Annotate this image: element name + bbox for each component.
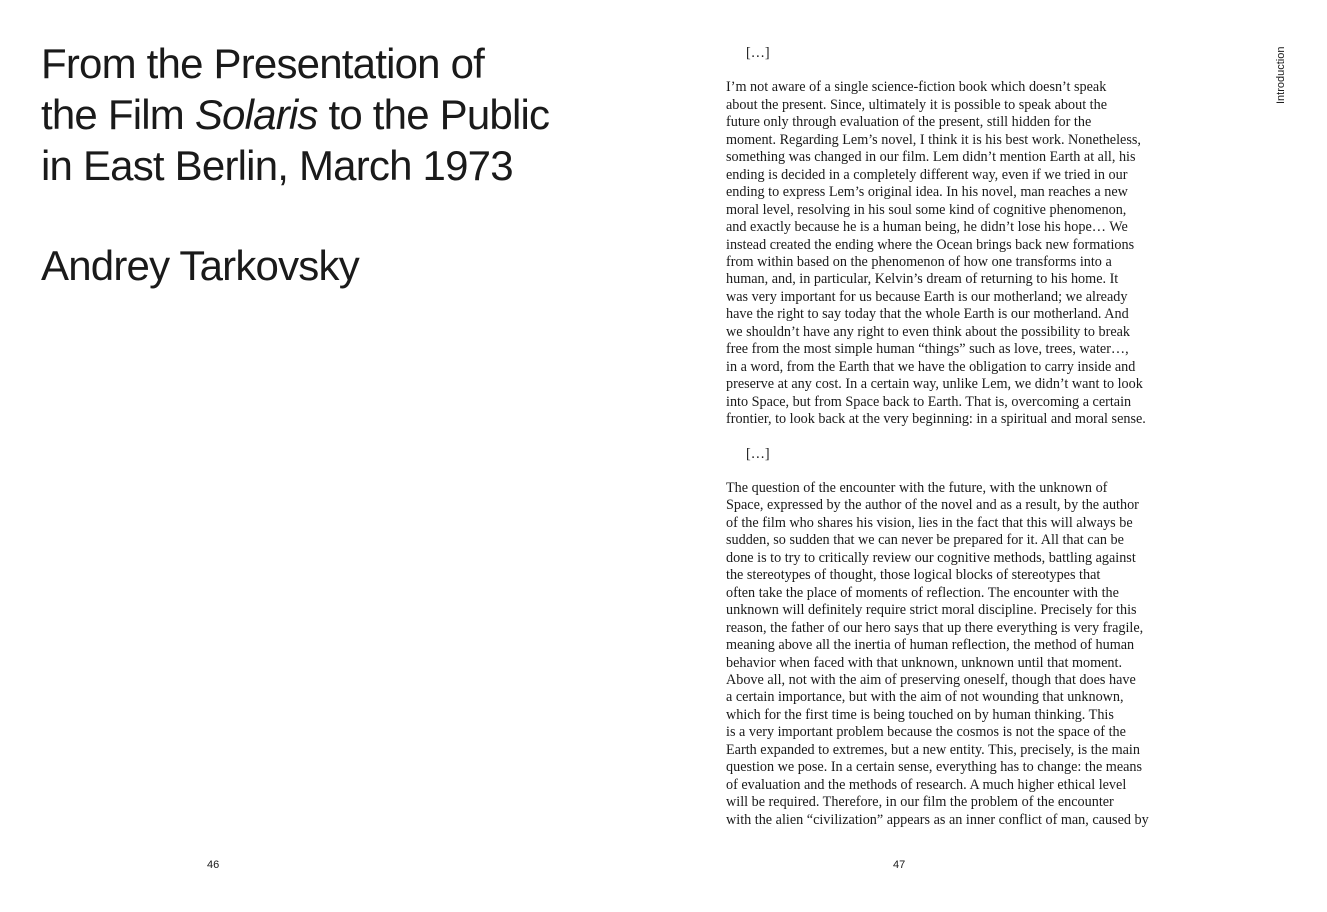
title-line-1: From the Presentation of bbox=[41, 40, 485, 87]
ellipsis-marker: […] bbox=[746, 445, 770, 462]
text-line: meaning above all the inertia of human reflection, the method of human bbox=[726, 637, 1135, 654]
text-line: moment. Regarding Lem’s novel, I think it is his best work. Nonetheless, bbox=[726, 131, 1141, 148]
text-line: Space, expressed by the author of the novel and as a result, by the author bbox=[726, 497, 1139, 514]
text-line: a certain importance, but with the aim of not wounding that unknown, bbox=[726, 689, 1124, 706]
text-line: something was changed in our film. Lem didn’t mention Earth at all, his bbox=[726, 149, 1136, 166]
text-line: was very important for us because Earth is our motherland; we already bbox=[726, 288, 1128, 305]
text-line: about the present. Since, ultimately it is possible to speak about the bbox=[726, 96, 1108, 113]
text-line: reason, the father of our hero says that up there everything is very fragile, bbox=[726, 619, 1144, 636]
text-line: often take the place of moments of reflection. The encounter with the bbox=[726, 584, 1119, 601]
text-line: unknown will definitely require strict moral discipline. Precisely for this bbox=[726, 602, 1137, 619]
text-line: ending is decided in a completely different way, even if we tried in our bbox=[726, 166, 1128, 183]
text-line: human, and, in particular, Kelvin’s dream of returning to his home. It bbox=[726, 271, 1119, 288]
text-line: from within based on the phenomenon of how one transforms into a bbox=[726, 253, 1112, 270]
page-number-right: 47 bbox=[893, 859, 906, 871]
text-line: with the alien “civilization” appears as an inner conflict of man, caused by bbox=[726, 811, 1149, 828]
text-line: into Space, but from Space back to Earth. That is, overcoming a certain bbox=[726, 393, 1132, 410]
text-line: Above all, not with the aim of preserving oneself, though that does have bbox=[726, 671, 1136, 688]
text-line: The question of the encounter with the future, with the unknown of bbox=[726, 479, 1108, 496]
text-line: done is to try to critically review our cognitive methods, battling against bbox=[726, 549, 1136, 566]
paragraph-2 bbox=[726, 480, 1196, 829]
page-number-left: 46 bbox=[207, 859, 220, 871]
text-line: behavior when faced with that unknown, unknown until that moment. bbox=[726, 654, 1122, 671]
title-line-2 bbox=[41, 89, 681, 140]
text-line: question we pose. In a certain sense, everything has to change: the means bbox=[726, 759, 1143, 776]
title-line-2-start: the Film bbox=[41, 91, 195, 138]
text-line: ending to express Lem’s original idea. In his novel, man reaches a new bbox=[726, 184, 1128, 201]
running-head: Introduction bbox=[1275, 46, 1287, 104]
text-line: I’m not aware of a single science-fiction book which doesn’t speak bbox=[726, 79, 1107, 96]
text-line: free from the most simple human “things” such as love, trees, water…, bbox=[726, 341, 1129, 358]
text-line: which for the first time is being touched on by human thinking. This bbox=[726, 706, 1114, 723]
text-line: of evaluation and the methods of research. A much higher ethical level bbox=[726, 776, 1127, 793]
text-line: future only through evaluation of the present, still hidden for the bbox=[726, 114, 1092, 131]
text-line: in a word, from the Earth that we have the obligation to carry inside and bbox=[726, 358, 1136, 375]
title-film-name: Solaris bbox=[194, 91, 318, 138]
body-text bbox=[726, 45, 1196, 846]
author-name: Andrey Tarkovsky bbox=[41, 242, 359, 289]
paragraph-1 bbox=[726, 79, 1196, 428]
text-line: moral level, resolving in his soul some kind of cognitive phenomenon, bbox=[726, 201, 1127, 218]
text-line: we shouldn’t have any right to even think about the possibility to break bbox=[726, 323, 1131, 340]
ellipsis-marker: […] bbox=[746, 45, 770, 61]
text-line: is a very important problem because the cosmos is not the space of the bbox=[726, 724, 1126, 741]
text-line: of the film who shares his vision, lies in the fact that this will always be bbox=[726, 514, 1133, 531]
title-line-2-end: to the Public bbox=[317, 91, 550, 138]
text-line: instead created the ending where the Ocean brings back new formations bbox=[726, 236, 1135, 253]
text-line: and exactly because he is a human being, he didn’t lose his hope… We bbox=[726, 219, 1128, 236]
chapter-title bbox=[41, 38, 681, 191]
text-line: the stereotypes of thought, those logical blocks of stereotypes that bbox=[726, 567, 1101, 584]
text-line: will be required. Therefore, in our film the problem of the encounter bbox=[726, 794, 1114, 811]
text-line: frontier, to look back at the very beginning: in a spiritual and moral sense. bbox=[726, 411, 1146, 428]
title-line-3: in East Berlin, March 1973 bbox=[41, 142, 513, 189]
text-line: sudden, so sudden that we can never be prepared for it. All that can be bbox=[726, 532, 1124, 549]
text-line: have the right to say today that the whole Earth is our motherland. And bbox=[726, 306, 1129, 323]
text-line: Earth expanded to extremes, but a new entity. This, precisely, is the main bbox=[726, 741, 1140, 758]
text-line: preserve at any cost. In a certain way, unlike Lem, we didn’t want to look bbox=[726, 376, 1143, 393]
